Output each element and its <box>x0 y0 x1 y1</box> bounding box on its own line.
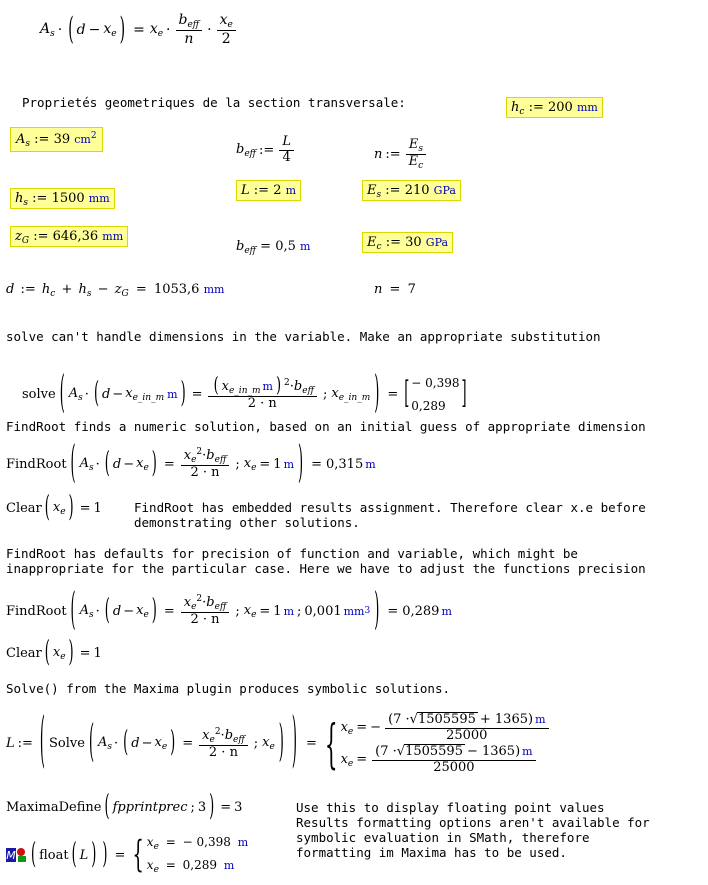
findroot2-tolerance-exponent: 3 <box>364 606 371 617</box>
maxima-define-arg1: fpprintprec <box>112 800 188 815</box>
note-maxima-solve: Solve() from the Maxima plugin produces symbolic solutions. <box>6 681 451 696</box>
clear2-arg: $x_e$ <box>52 645 66 662</box>
clear2-equals: = <box>79 646 91 661</box>
result-n-value: 7 <box>407 282 416 297</box>
main-eq-minus: − <box>88 21 101 38</box>
maxima-solve-root-0: $x_e$ = − $\frac{(7 \cdot√1505595 + 1365) m}{25000}$ <box>341 712 551 744</box>
def-Es-assign: := <box>385 183 401 198</box>
solve-paren-open: ( <box>59 369 65 421</box>
maxima-solve-result-equals: = <box>305 736 317 752</box>
main-eq-d: d <box>76 21 86 38</box>
main-eq-equals: = <box>133 21 145 38</box>
clear1-paren-open: ( <box>44 492 50 525</box>
findroot2-result: 0,289 <box>402 603 440 619</box>
findroot1-paren-close: ) <box>298 438 304 490</box>
note-float-1: Use this to display floating point values <box>296 800 605 815</box>
maxima-solve-L: L <box>6 736 15 752</box>
def-zG-assign: := <box>33 229 49 244</box>
def-Es-name: $E_s$ <box>367 183 382 200</box>
findroot1-dot: · <box>95 456 100 472</box>
def-beff-name: $b_{eff}$ <box>236 141 257 159</box>
note-findroot-clear-1: FindRoot has embedded results assignment. Therefore clear x.e before <box>134 500 646 515</box>
findroot2-expression[interactable] <box>6 585 452 637</box>
solve-expression[interactable] <box>22 369 469 421</box>
maxima-define-paren-close: ) <box>209 791 215 824</box>
maxima-solve-semicolon: ; <box>253 736 259 752</box>
float-inner-paren-open: ( <box>71 838 77 872</box>
def-hs-name: $h_s$ <box>15 191 28 208</box>
solve-result-bracket-close: ] <box>461 376 467 413</box>
def-zG-name: $z_G$ <box>15 229 30 246</box>
solve-results <box>411 372 459 418</box>
findroot1-semicolon: ; <box>235 456 240 472</box>
maxima-define-arg2: 3 <box>197 800 207 815</box>
findroot2-tolerance-unit: mm <box>343 604 365 618</box>
def-L-value: 2 <box>273 183 282 198</box>
findroot1-result: 0,315 <box>326 456 364 472</box>
solve-semicolon: ; <box>322 387 328 403</box>
def-Es-value: 210 <box>404 183 430 198</box>
def-n-assign: := <box>385 147 401 163</box>
main-equation[interactable] <box>40 12 238 47</box>
def-d-minus: − <box>97 282 109 297</box>
def-Ec[interactable] <box>362 235 453 252</box>
def-d-unit: mm <box>203 283 225 296</box>
float-root-1: $x_e = 0,289$ m <box>146 858 235 876</box>
def-beff-fraction: $\frac{L}{4}$ <box>279 135 294 166</box>
result-n-name: n <box>374 282 383 297</box>
findroot2-minus: − <box>123 603 135 619</box>
findroot2-guess: 1 <box>273 603 282 619</box>
maxima-define-paren-open: ( <box>104 791 110 824</box>
findroot2-guess-equals: = <box>259 603 271 619</box>
float-root-0: $x_e$ = − 0,398 m <box>146 835 249 852</box>
findroot1-inner-paren-open: ( <box>104 447 110 481</box>
clear1-arg: $x_e$ <box>52 500 66 517</box>
findroot1-minus: − <box>123 456 135 472</box>
clear1-fname: Clear <box>6 501 42 516</box>
float-brace: { <box>132 834 144 877</box>
solve-fraction: $\frac{( x_{e\_in\_m} m ) ^2\cdot b_{eff}}{2 \cdot n}$ <box>208 378 317 412</box>
float-paren-open: ( <box>31 838 37 872</box>
def-d-assign: := <box>20 282 36 297</box>
solve-result-0: − 0,398 <box>411 376 460 390</box>
findroot2-xe: $x_e$ <box>136 602 149 620</box>
svg-text:M: M <box>6 849 16 863</box>
result-n-equals: = <box>389 282 401 297</box>
def-n-fraction: $\frac{E_s}{E_c}$ <box>406 138 427 172</box>
maxima-solve-expression[interactable] <box>6 709 551 779</box>
result-beff-value: 0,5 <box>275 239 296 254</box>
result-beff-unit: m <box>300 240 311 253</box>
solve-unit-m1: m <box>167 388 178 402</box>
findroot1-As: $A_s$ <box>79 455 94 473</box>
clear2-result: 1 <box>93 646 102 661</box>
findroot1-equals: = <box>163 456 175 472</box>
def-d-hs: $h_s$ <box>78 282 92 299</box>
clear1-result: 1 <box>93 501 102 516</box>
findroot1-xe: $x_e$ <box>136 455 149 473</box>
float-equals: = <box>114 847 126 863</box>
solve-frac-paren-close: ) <box>275 373 282 398</box>
findroot2-As: $A_s$ <box>79 602 94 620</box>
findroot1-expression[interactable] <box>6 438 376 490</box>
def-d-equals: = <box>135 282 147 297</box>
def-beff[interactable] <box>236 135 296 166</box>
note-precision-1: FindRoot has defaults for precision of function and variable, which might be <box>6 546 578 561</box>
findroot1-guess-equals: = <box>259 456 271 472</box>
findroot2-paren-close: ) <box>374 585 380 637</box>
note-float-3: symbolic evaluation in SMath, therefore <box>296 830 590 845</box>
maxima-solve-assign: := <box>17 736 33 752</box>
float-arg: L <box>79 847 89 863</box>
solve-As: $A_s$ <box>68 386 83 404</box>
def-Es[interactable] <box>362 183 461 200</box>
def-hc-unit: mm <box>576 101 598 114</box>
maxima-solve-As: $A_s$ <box>98 735 113 753</box>
solve-dot1: · <box>84 387 89 403</box>
main-eq-frac-xe-2: $\frac{x_e}{2}$ <box>217 12 236 47</box>
maxima-solve-xe: $x_e$ <box>154 735 168 753</box>
findroot2-semicolon1: ; <box>235 603 240 619</box>
findroot2-tolerance: 0,001 <box>304 603 342 619</box>
float-fname: float <box>39 847 69 863</box>
findroot1-result-equals: = <box>311 456 322 472</box>
note-float-4: formatting im Maxima has to be used. <box>296 845 567 860</box>
findroot2-equals: = <box>163 603 175 619</box>
def-n-name: n <box>374 147 383 163</box>
findroot1-guess: 1 <box>273 456 282 472</box>
def-zG-value: 646,36 <box>52 229 99 244</box>
solve-var-arg: $x_{e\_in\_m}$ <box>331 386 371 404</box>
findroot1-result-unit: m <box>365 457 376 471</box>
maxima-solve-outer-paren-open: ( <box>39 709 45 779</box>
maxima-solve-equals: = <box>182 736 194 752</box>
solve-result-equals: = <box>387 387 399 403</box>
findroot2-result-unit: m <box>441 604 452 618</box>
maxima-solve-d: d <box>131 736 140 752</box>
maxima-solve-roots <box>341 712 551 776</box>
def-hs-unit: mm <box>88 192 110 205</box>
note-precision-2: inappropriate for the particular case. Here we have to adjust the functions precision <box>6 561 646 576</box>
note-float-2: Results formatting options aren't available for <box>296 815 650 830</box>
def-d-plus: + <box>61 282 73 297</box>
maxima-define-semicolon: ; <box>190 800 195 815</box>
main-eq-dot2: · <box>166 21 171 38</box>
solve-paren-close: ) <box>374 369 380 421</box>
def-Ec-name: $E_c$ <box>367 235 382 252</box>
maxima-define-result: 3 <box>234 800 243 815</box>
main-eq-dot3: · <box>207 21 212 38</box>
def-As-name: $A_s$ <box>16 132 31 149</box>
clear2-expression[interactable] <box>6 637 102 670</box>
def-d[interactable] <box>6 282 224 299</box>
def-As-unit: cm <box>74 133 91 146</box>
main-eq-rhs-xe: $x_e$ <box>149 20 164 39</box>
findroot2-guess-unit: m <box>283 604 295 618</box>
findroot1-guess-unit: m <box>283 457 295 471</box>
def-d-hc: $h_c$ <box>41 282 56 299</box>
maxima-solve-fname: Solve <box>49 736 85 752</box>
maxima-solve-brace: { <box>324 712 338 776</box>
def-As[interactable] <box>10 131 103 149</box>
maxima-solve-root-1: $x_e$ = $\frac{(7 \cdot√1505595 - 1365) m}{25000}$ <box>341 744 551 776</box>
findroot2-fraction: $\frac{x_e^2\cdot b_{eff}}{2 \cdot n}$ <box>181 594 230 628</box>
def-hs[interactable] <box>10 191 115 208</box>
maxima-define-expression[interactable] <box>6 791 243 824</box>
maxima-plugin-icon[interactable] <box>6 847 28 863</box>
def-hc-name: $h_c$ <box>511 100 525 117</box>
float-expression[interactable] <box>6 832 248 879</box>
def-zG-unit: mm <box>102 230 124 243</box>
findroot2-paren-open: ( <box>70 585 76 637</box>
main-eq-As: $A_s$ <box>40 20 55 39</box>
float-roots <box>147 832 248 879</box>
main-eq-dot: · <box>57 21 63 38</box>
def-hs-value: 1500 <box>51 191 85 206</box>
findroot1-inner-paren-close: ) <box>151 447 157 481</box>
maxima-solve-fraction: $\frac{x_e^2\cdot b_{eff}}{2 \cdot n}$ <box>199 727 248 761</box>
def-L-unit: m <box>285 184 297 197</box>
note-solve-dimensions: solve can't handle dimensions in the variable. Make an appropriate substitution <box>6 329 601 344</box>
def-hc-value: 200 <box>547 100 573 115</box>
def-As-value: 39 <box>53 132 71 147</box>
main-eq-xe: $x_e$ <box>103 20 117 39</box>
findroot1-d: d <box>112 456 122 472</box>
def-d-name: d <box>6 282 15 297</box>
def-L-name: L <box>241 183 250 198</box>
maxima-solve-paren-open: ( <box>88 718 95 770</box>
solve-frac-paren-open: ( <box>213 373 219 398</box>
note-findroot-clear-2: demonstrating other solutions. <box>134 515 360 530</box>
def-L-assign: := <box>253 183 270 198</box>
findroot2-result-equals: = <box>387 603 399 619</box>
findroot2-dot: · <box>95 603 100 619</box>
def-L[interactable] <box>236 183 301 198</box>
def-hs-assign: := <box>32 191 48 206</box>
findroot2-xe-arg: $x_e$ <box>243 602 257 620</box>
findroot1-paren-open: ( <box>70 438 76 490</box>
findroot1-fraction: $\frac{x_e^2\cdot b_{eff}}{2 \cdot n}$ <box>181 447 230 481</box>
def-Ec-value: 30 <box>405 235 422 250</box>
main-eq-paren-open: ( <box>68 12 74 48</box>
clear1-paren-close: ) <box>68 492 74 525</box>
maxima-define-fname: MaximaDefine <box>6 800 102 815</box>
findroot2-inner-paren-open: ( <box>104 594 110 628</box>
result-beff[interactable] <box>236 239 310 256</box>
solve-inner-paren-open: ( <box>93 378 100 412</box>
def-Ec-assign: := <box>385 235 401 250</box>
solve-result-1: 0,289 <box>411 398 446 413</box>
float-inner-paren-close: ) <box>91 838 97 872</box>
result-beff-name: $b_{eff}$ <box>236 239 257 256</box>
solve-minus: − <box>112 387 124 403</box>
clear2-paren-close: ) <box>68 637 74 670</box>
findroot2-fname: FindRoot <box>6 603 67 619</box>
def-n[interactable] <box>374 138 428 172</box>
solve-fname: solve <box>22 387 56 403</box>
clear1-expression[interactable] <box>6 492 102 525</box>
maxima-solve-inner-paren-open: ( <box>123 727 129 761</box>
maxima-solve-paren-close: ) <box>278 718 284 770</box>
clear2-fname: Clear <box>6 646 42 661</box>
maxima-solve-inner-paren-close: ) <box>170 727 176 761</box>
def-As-assign: := <box>34 132 50 147</box>
result-beff-equals: = <box>260 239 272 254</box>
clear2-paren-open: ( <box>44 637 50 670</box>
solve-equals: = <box>191 387 203 403</box>
clear1-equals: = <box>79 501 91 516</box>
findroot2-semicolon2: ; <box>297 603 302 619</box>
def-zG[interactable] <box>10 229 128 246</box>
def-beff-assign: := <box>259 142 275 158</box>
def-hc[interactable] <box>506 100 603 117</box>
main-eq-paren-close: ) <box>119 12 126 48</box>
solve-d: d <box>102 387 111 403</box>
main-eq-frac-beff-n: $\frac{b_{eff}}{n}$ <box>176 12 203 47</box>
result-n[interactable] <box>374 282 416 297</box>
maxima-solve-dot: · <box>114 736 119 752</box>
def-As-exponent: 2 <box>90 131 97 141</box>
findroot1-xe-arg: $x_e$ <box>243 455 257 473</box>
solve-xvar: $x_{e\_in\_m}$ <box>125 386 165 404</box>
float-paren-close: ) <box>102 838 108 872</box>
note-findroot-numeric: FindRoot finds a numeric solution, based on an initial guess of appropriate dimension <box>6 419 646 434</box>
properties-heading: Proprietés geometriques de la section transversale: <box>22 95 406 110</box>
findroot1-fname: FindRoot <box>6 456 67 472</box>
findroot2-d: d <box>112 603 122 619</box>
solve-result-bracket-open: [ <box>404 376 410 413</box>
maxima-solve-xe-arg: $x_e$ <box>262 735 275 753</box>
maxima-define-equals: = <box>220 800 232 815</box>
findroot2-inner-paren-close: ) <box>151 594 157 628</box>
def-Es-unit: GPa <box>433 184 456 197</box>
def-hc-assign: := <box>528 100 544 115</box>
maxima-solve-outer-paren-close: ) <box>291 709 297 779</box>
solve-inner-paren-close: ) <box>180 378 186 412</box>
def-d-value: 1053,6 <box>153 282 200 297</box>
def-d-zG: $z_G$ <box>114 282 129 299</box>
maxima-solve-minus: − <box>141 736 153 752</box>
def-Ec-unit: GPa <box>425 236 449 249</box>
